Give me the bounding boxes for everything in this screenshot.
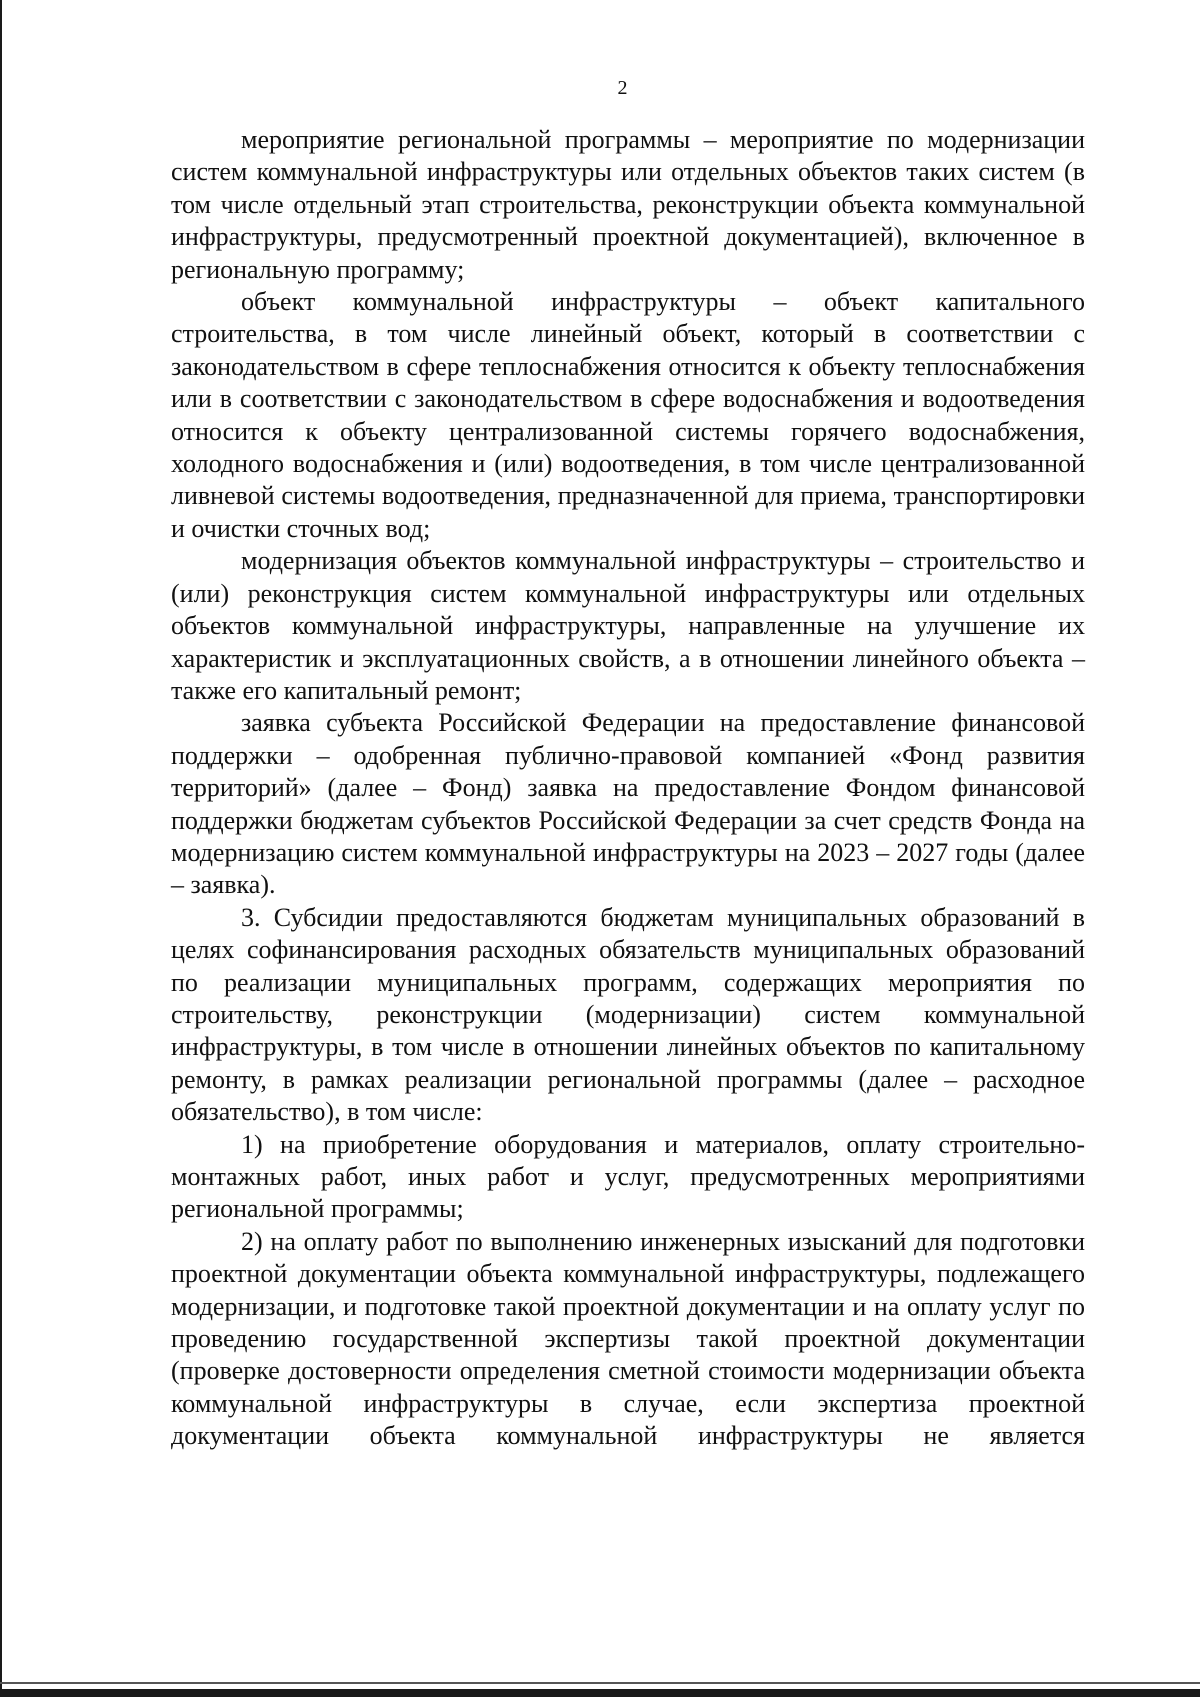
scan-edge-bottom-inner: [0, 1682, 1200, 1684]
scan-edge-left: [0, 0, 2, 1697]
paragraph-definition-modernization: модернизация объектов коммунальной инфраструктуры – строительство и (или) реконструкция систем коммунальной инфраструктуры или отдельных объектов коммунальной инфраструктуры, направленные на улучшение их характеристик и эксплуатационных свойств, а в отношении линейного объекта – также его капитальный ремонт;: [171, 546, 1085, 705]
paragraph-clause-3: 3. Субсидии предоставляются бюджетам муниципальных образований в целях софинансирования расходных обязательств муниципальных образований по реализации муниципальных программ, содержащих мероприятия по строительству, реконструкции (модернизации) систем коммунальной инфраструктуры, в том числе в отношении линейных объектов по капитальному ремонту, в рамках реализации региональной программы (далее – расходное обязательство), в том числе:: [171, 902, 1085, 1127]
paragraph-item-1: 1) на приобретение оборудования и материалов, оплату строительно-монтажных работ, иных работ и услуг, предусмотренных мероприятиями региональной программы;: [171, 1129, 1085, 1224]
paragraph-item-2: 2) на оплату работ по выполнению инженерных изысканий для подготовки проектной документации объекта коммунальной инфраструктуры, подлежащего модернизации, и подготовке такой проектной документации и на оплату услуг по проведению государственной экспертизы такой проектной документации (проверке достоверности определения сметной стоимости модернизации объекта коммунальной инфраструктуры в случае, если экспертиза проектной документации объекта коммунальной инфраструктуры не является: [171, 1226, 1085, 1451]
paragraph-definition-application: заявка субъекта Российской Федерации на предоставление финансовой поддержки – одобренная публично-правовой компанией «Фонд развития территорий» (далее – Фонд) заявка на предоставление Фондом финансовой поддержки бюджетам субъектов Российской Федерации за счет средств Фонда на модернизацию систем коммунальной инфраструктуры на 2023 – 2027 годы (далее – заявка).: [171, 708, 1085, 900]
paragraph-definition-program-event: мероприятие региональной программы – мероприятие по модернизации систем коммунальной инфраструктуры или отдельных объектов таких систем (в том числе отдельный этап строительства, реконструкции объекта коммунальной инфраструктуры, предусмотренный проектной документацией), включенное в региональную программу;: [171, 125, 1085, 284]
document-body: [171, 124, 1085, 1453]
page-number: 2: [617, 77, 628, 99]
paragraph-definition-infrastructure-object: объект коммунальной инфраструктуры – объект капитального строительства, в том числе линейный объект, который в соответствии с законодательством в сфере теплоснабжения относится к объекту теплоснабжения или в соответствии с законодательством в сфере водоснабжения и водоотведения относится к объекту централизованной системы горячего водоснабжения, холодного водоснабжения и (или) водоотведения, в том числе централизованной ливневой системы водоотведения, предназначенной для приема, транспортировки и очистки сточных вод;: [171, 287, 1085, 543]
scan-edge-bottom: [0, 1689, 1200, 1697]
